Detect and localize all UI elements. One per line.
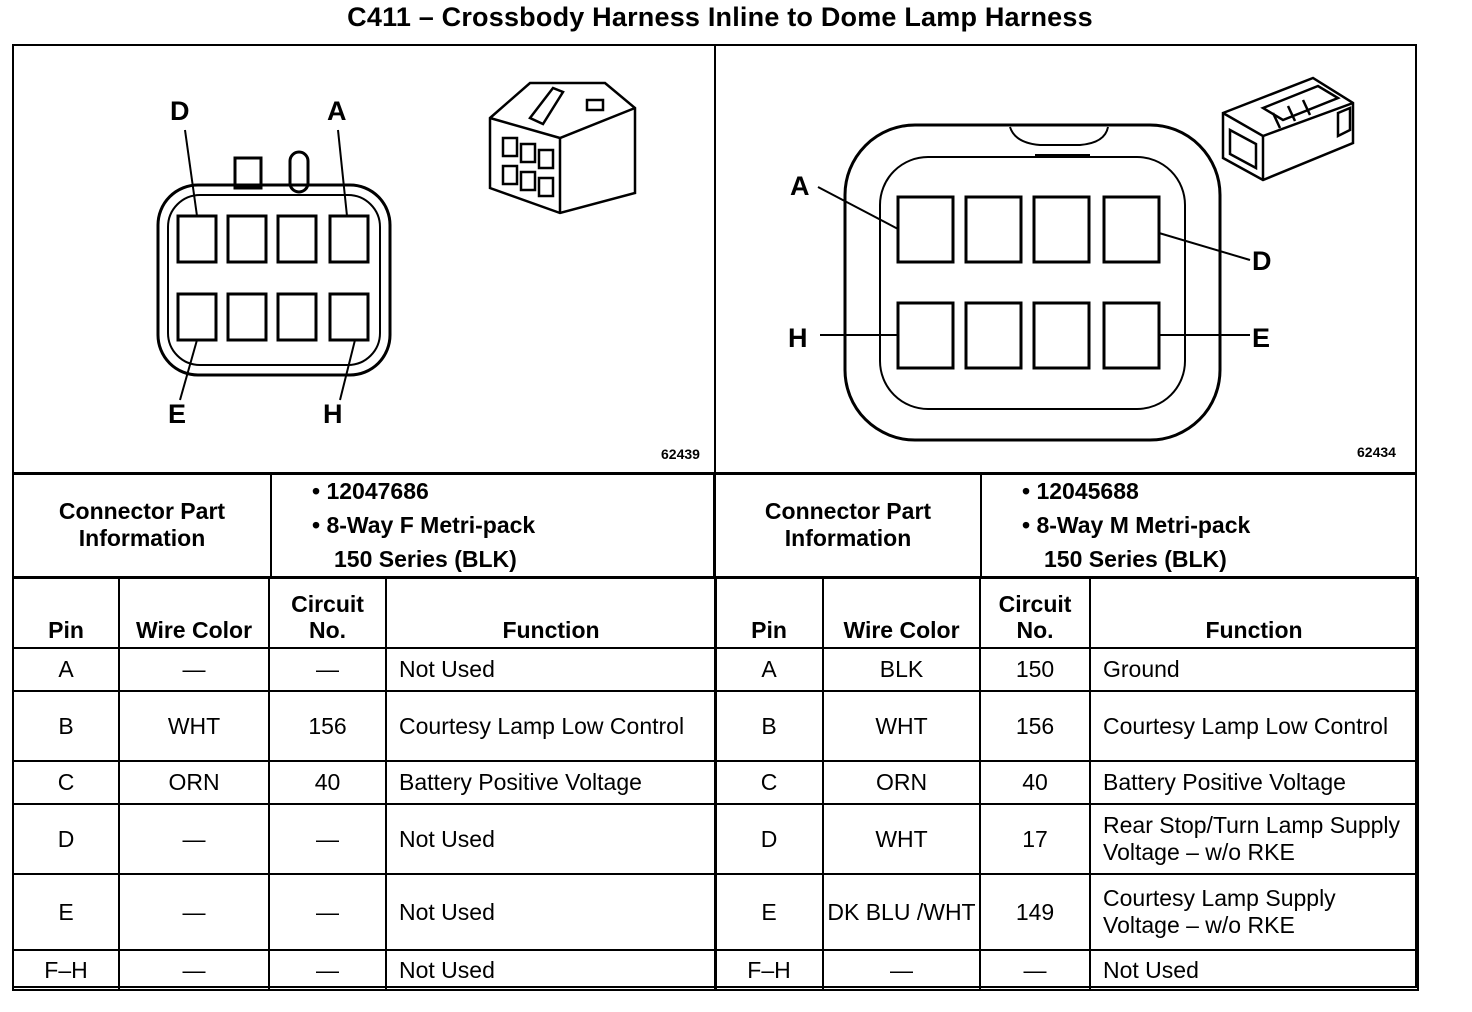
table-row	[715, 874, 1418, 950]
left-header-pin: Pin	[13, 578, 119, 648]
left-cavity-h	[330, 294, 368, 340]
wire-color-cell: —	[823, 950, 980, 990]
circuit-cell: 156	[980, 691, 1090, 761]
function-cell: Courtesy Lamp Low Control	[386, 691, 716, 761]
pin-cell: A	[715, 648, 823, 691]
left-leader-d	[185, 130, 197, 216]
circuit-cell: 156	[269, 691, 386, 761]
function-cell: Ground	[1090, 648, 1418, 691]
right-cavity-a	[898, 197, 953, 262]
wire-color-cell: WHT	[823, 804, 980, 874]
circuit-cell: 150	[980, 648, 1090, 691]
wire-color-cell: —	[119, 804, 269, 874]
left-leader-e	[180, 340, 197, 400]
function-cell: Not Used	[1090, 950, 1418, 990]
right-label-a: A	[790, 171, 810, 201]
right-part-desc-2: 150 Series (BLK)	[1044, 546, 1227, 572]
right-label-e: E	[1252, 323, 1271, 353]
right-label-h: H	[788, 323, 808, 353]
left-header-function: Function	[386, 578, 716, 648]
right-pin-table	[714, 577, 1419, 991]
right-leader-a	[818, 187, 898, 229]
right-connector-shell-outer	[845, 125, 1220, 440]
left-pin-table	[12, 577, 717, 991]
left-part-desc-1: • 8-Way F Metri-pack	[312, 512, 536, 538]
left-label-e: E	[168, 399, 187, 429]
left-part-info-table	[12, 472, 715, 578]
right-header-pin: Pin	[715, 578, 823, 648]
pin-cell: C	[715, 761, 823, 804]
function-cell: Not Used	[386, 804, 716, 874]
left-cavity-a	[330, 216, 368, 262]
right-part-number: • 12045688	[1022, 478, 1139, 504]
left-label-a: A	[327, 96, 347, 126]
pin-cell: E	[13, 874, 119, 950]
right-part-number-cell	[981, 473, 1416, 577]
wire-color-cell: BLK	[823, 648, 980, 691]
function-cell: Not Used	[386, 648, 716, 691]
circuit-cell: —	[269, 874, 386, 950]
page-title: C411 – Crossbody Harness Inline to Dome Lamp Harness	[347, 2, 1093, 32]
wire-color-cell: —	[119, 648, 269, 691]
left-part-info-label: Connector Part Information	[13, 473, 271, 577]
circuit-cell: —	[980, 950, 1090, 990]
function-cell: Rear Stop/Turn Lamp Supply Voltage – w/o RKE	[1090, 804, 1418, 874]
pin-cell: F–H	[13, 950, 119, 990]
diagram-divider	[714, 46, 716, 474]
table-row	[13, 648, 716, 691]
left-leader-a	[338, 130, 347, 216]
right-figure-number: 62434	[1357, 444, 1396, 460]
right-connector-shell-inner	[880, 157, 1185, 409]
left-cavity	[228, 294, 266, 340]
circuit-cell: —	[269, 950, 386, 990]
table-row	[13, 804, 716, 874]
wire-color-cell: —	[119, 950, 269, 990]
left-connector-iso-sketch	[485, 78, 640, 223]
right-part-desc-1: • 8-Way M Metri-pack	[1022, 512, 1251, 538]
left-leader-h	[340, 340, 355, 400]
circuit-cell: 40	[980, 761, 1090, 804]
left-cavity	[278, 294, 316, 340]
wire-color-cell: ORN	[119, 761, 269, 804]
right-part-info-label: Connector Part Information	[715, 473, 981, 577]
right-cavity-d	[1104, 197, 1159, 262]
table-row	[715, 691, 1418, 761]
left-part-number-cell	[271, 473, 714, 577]
left-figure-number: 62439	[661, 446, 700, 462]
pin-cell: B	[715, 691, 823, 761]
left-header-circuit-no: Circuit No.	[269, 578, 386, 648]
circuit-cell: —	[269, 648, 386, 691]
right-header-wire-color: Wire Color	[823, 578, 980, 648]
pin-cell: D	[715, 804, 823, 874]
pin-cell: D	[13, 804, 119, 874]
left-connector-face-diagram	[150, 90, 400, 430]
circuit-cell: 149	[980, 874, 1090, 950]
table-row	[715, 804, 1418, 874]
right-cavity-h	[898, 303, 953, 368]
function-cell: Battery Positive Voltage	[386, 761, 716, 804]
left-cavity	[228, 216, 266, 262]
left-part-desc-2: 150 Series (BLK)	[334, 546, 517, 572]
left-table-header-row	[13, 578, 716, 648]
table-row	[13, 761, 716, 804]
left-cavity-d	[178, 216, 216, 262]
right-connector-iso-sketch	[1218, 68, 1363, 188]
left-part-number: • 12047686	[312, 478, 429, 504]
circuit-cell: 17	[980, 804, 1090, 874]
wire-color-cell: DK BLU /WHT	[823, 874, 980, 950]
function-cell: Not Used	[386, 950, 716, 990]
right-cavity	[1034, 197, 1089, 262]
right-header-function: Function	[1090, 578, 1418, 648]
pin-cell: C	[13, 761, 119, 804]
right-cavity	[1034, 303, 1089, 368]
left-header-wire-color: Wire Color	[119, 578, 269, 648]
right-cavity-e	[1104, 303, 1159, 368]
right-part-info-table	[714, 472, 1417, 578]
pin-cell: F–H	[715, 950, 823, 990]
right-cavity	[966, 303, 1021, 368]
function-cell: Courtesy Lamp Low Control	[1090, 691, 1418, 761]
wire-color-cell: WHT	[119, 691, 269, 761]
function-cell: Not Used	[386, 874, 716, 950]
pin-cell: A	[13, 648, 119, 691]
circuit-cell: —	[269, 804, 386, 874]
table-row	[715, 648, 1418, 691]
function-cell: Battery Positive Voltage	[1090, 761, 1418, 804]
right-label-d: D	[1252, 246, 1272, 276]
wire-color-cell: —	[119, 874, 269, 950]
left-label-h: H	[323, 399, 343, 429]
wire-color-cell: ORN	[823, 761, 980, 804]
right-table-header-row	[715, 578, 1418, 648]
pin-cell: B	[13, 691, 119, 761]
right-cavity	[966, 197, 1021, 262]
table-row	[715, 761, 1418, 804]
table-row	[13, 874, 716, 950]
table-row	[13, 691, 716, 761]
table-row	[715, 950, 1418, 990]
circuit-cell: 40	[269, 761, 386, 804]
right-connector-key	[1010, 127, 1108, 145]
right-leader-d	[1159, 233, 1250, 260]
left-connector-body-outer	[158, 185, 390, 375]
right-connector-face-diagram	[780, 115, 1290, 445]
pin-cell: E	[715, 874, 823, 950]
left-label-d: D	[170, 96, 190, 126]
table-row	[13, 950, 716, 990]
wire-color-cell: WHT	[823, 691, 980, 761]
function-cell: Courtesy Lamp Supply Voltage – w/o RKE	[1090, 874, 1418, 950]
right-header-circuit-no: Circuit No.	[980, 578, 1090, 648]
left-cavity-e	[178, 294, 216, 340]
left-cavity	[278, 216, 316, 262]
